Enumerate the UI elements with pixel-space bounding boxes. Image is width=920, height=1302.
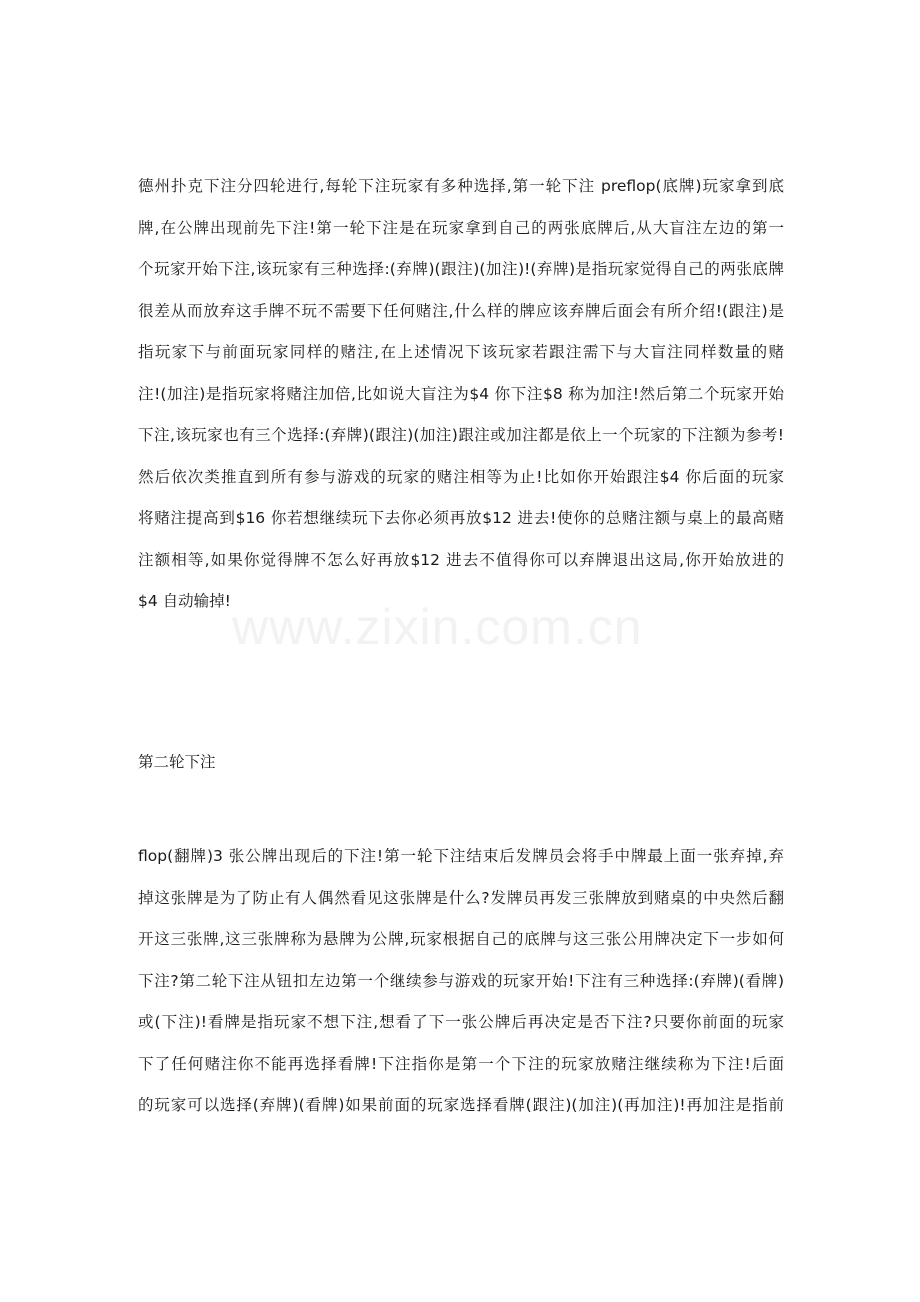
paragraph-line: 个玩家开始下注,该玩家有三种选择:(弃牌)(跟注)(加注)!(弃牌)是指玩家觉得自己的两张底牌 [138,260,784,278]
section-heading: 第二轮下注 [138,753,216,771]
paragraph-line: 然后依次类推直到所有参与游戏的玩家的赌注相等为止!比如你开始跟注$4 你后面的玩家 [138,467,784,486]
paragraph-line: 下了任何赌注你不能再选择看牌!下注指你是第一个下注的玩家放赌注继续称为下注!后面 [138,1054,784,1073]
watermark: www.zixin.com.cn [232,599,643,655]
paragraph-line: 下注?第二轮下注从钮扣左边第一个继续参与游戏的玩家开始!下注有三种选择:(弃牌)(看牌) [138,971,784,990]
paragraph-line: 指玩家下与前面玩家同样的赌注,在上述情况下该玩家若跟注需下与大盲注同样数量的赌 [138,343,784,361]
paragraph-line: 开这三张牌,这三张牌称为悬牌为公牌,玩家根据自己的底牌与这三张公用牌决定下一步如何 [138,930,784,948]
paragraph-line: 下注,该玩家也有三个选择:(弃牌)(跟注)(加注)跟注或加注都是依上一个玩家的下注额为参考! [138,426,784,444]
section-heading-wrap [138,752,216,772]
paragraph-line: 牌,在公牌出现前先下注!第一轮下注是在玩家拿到自己的两张底牌后,从大盲注左边的第一 [138,218,784,237]
paragraph-line: 掉这张牌是为了防止有人偶然看见这张牌是什么?发牌员再发三张牌放到赌桌的中央然后翻 [138,888,784,907]
paragraph-line: 注额相等,如果你觉得牌不怎么好再放$12 进去不值得你可以弃牌退出这局,你开始放进的 [138,550,784,569]
paragraph-flop [138,836,784,1127]
paragraph-line: 或(下注)!看牌是指玩家不想下注,想看了下一张公牌后再决定是否下注?只要你前面的玩家 [138,1013,784,1031]
paragraph-line: 将赌注提高到$16 你若想继续玩下去你必须再放$12 进去!使你的总赌注额与桌上的最高赌 [138,509,784,527]
paragraph-line: $4 自动输掉! [138,592,231,610]
paragraph-line: 注!(加注)是指玩家将赌注加倍,比如说大盲注为$4 你下注$8 称为加注!然后第二个玩家开始 [138,384,784,403]
paragraph-line: 德州扑克下注分四轮进行,每轮下注玩家有多种选择,第一轮下注 preflop(底牌)玩家拿到底 [138,177,784,195]
paragraph-preflop [138,166,784,623]
paragraph-line: 很差从而放弃这手牌不玩不需要下任何赌注,什么样的牌应该弃牌后面会有所介绍!(跟注)是 [138,301,784,320]
paragraph-line: 的玩家可以选择(弃牌)(看牌)如果前面的玩家选择看牌(跟注)(加注)(再加注)!再加注是指前 [138,1096,784,1114]
paragraph-line: flop(翻牌)3 张公牌出现后的下注!第一轮下注结束后发牌员会将手中牌最上面一张弃掉,弃 [138,847,784,865]
